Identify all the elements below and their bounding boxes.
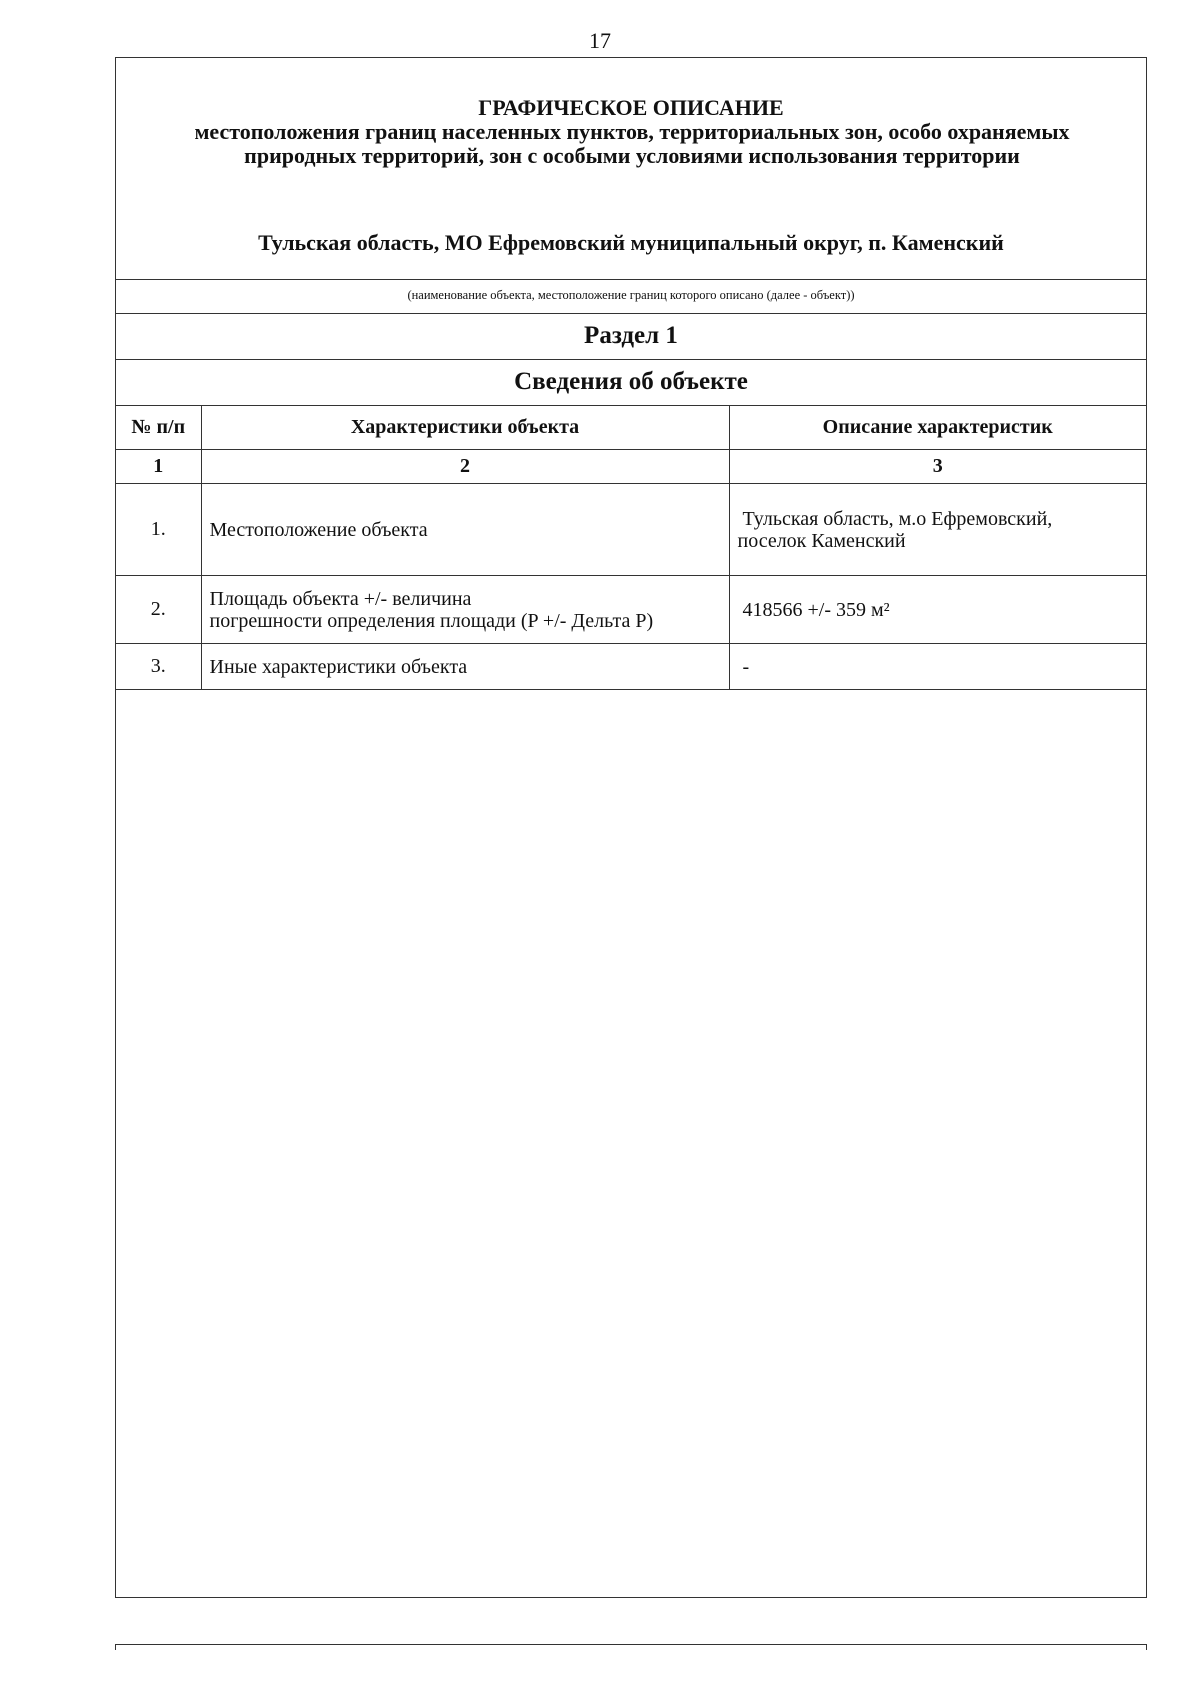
column-number-row xyxy=(116,450,1146,484)
table-row xyxy=(116,576,1146,644)
cell-line: погрешности определения площади (P +/- Дельта P) xyxy=(209,609,654,632)
table-row xyxy=(116,484,1146,576)
document-title: ГРАФИЧЕСКОЕ ОПИСАНИЕ xyxy=(478,95,784,120)
table-header-row xyxy=(116,406,1146,450)
column-number: 3 xyxy=(729,450,1146,484)
row-characteristic xyxy=(201,644,729,690)
row-description xyxy=(729,576,1146,644)
cell-line: поселок Каменский xyxy=(737,529,906,552)
cell-line: Площадь объекта +/- величина xyxy=(209,587,472,610)
table-row xyxy=(116,644,1146,690)
object-name: Тульская область, МО Ефремовский муниципальный округ, п. Каменский xyxy=(258,230,1004,255)
cell-line: Местоположение объекта xyxy=(209,518,428,541)
cell-line: Иные характеристики объекта xyxy=(209,655,468,678)
row-characteristic xyxy=(201,576,729,644)
cell-line: - xyxy=(742,655,750,678)
column-header-characteristic: Характеристики объекта xyxy=(201,406,729,450)
column-header-description: Описание характеристик xyxy=(729,406,1146,450)
row-number: 1. xyxy=(116,484,201,576)
row-characteristic xyxy=(201,484,729,576)
cell-line: Тульская область, м.о Ефремовский, xyxy=(742,507,1053,530)
document-header xyxy=(116,58,1146,279)
row-number: 3. xyxy=(116,644,201,690)
row-description xyxy=(729,484,1146,576)
column-header-number: № п/п xyxy=(116,406,201,450)
page-number: 17 xyxy=(589,28,611,53)
cell-line: 418566 +/- 359 м² xyxy=(742,598,890,621)
section-heading: Сведения об объекте xyxy=(116,360,1146,406)
next-frame-edge xyxy=(115,1644,1147,1650)
row-description xyxy=(729,644,1146,690)
document-subtitle: местоположения границ населенных пунктов, территориальных зон, особо охраняемых природных территорий, зон с особыми условиями использования территории xyxy=(194,119,1070,168)
document-frame xyxy=(115,57,1147,1598)
object-info-table xyxy=(116,405,1146,690)
object-caption: (наименование объекта, местоположение границ которого описано (далее - объект)) xyxy=(116,279,1146,314)
column-number: 2 xyxy=(201,450,729,484)
section-label: Раздел 1 xyxy=(116,314,1146,360)
column-number: 1 xyxy=(116,450,201,484)
row-number: 2. xyxy=(116,576,201,644)
